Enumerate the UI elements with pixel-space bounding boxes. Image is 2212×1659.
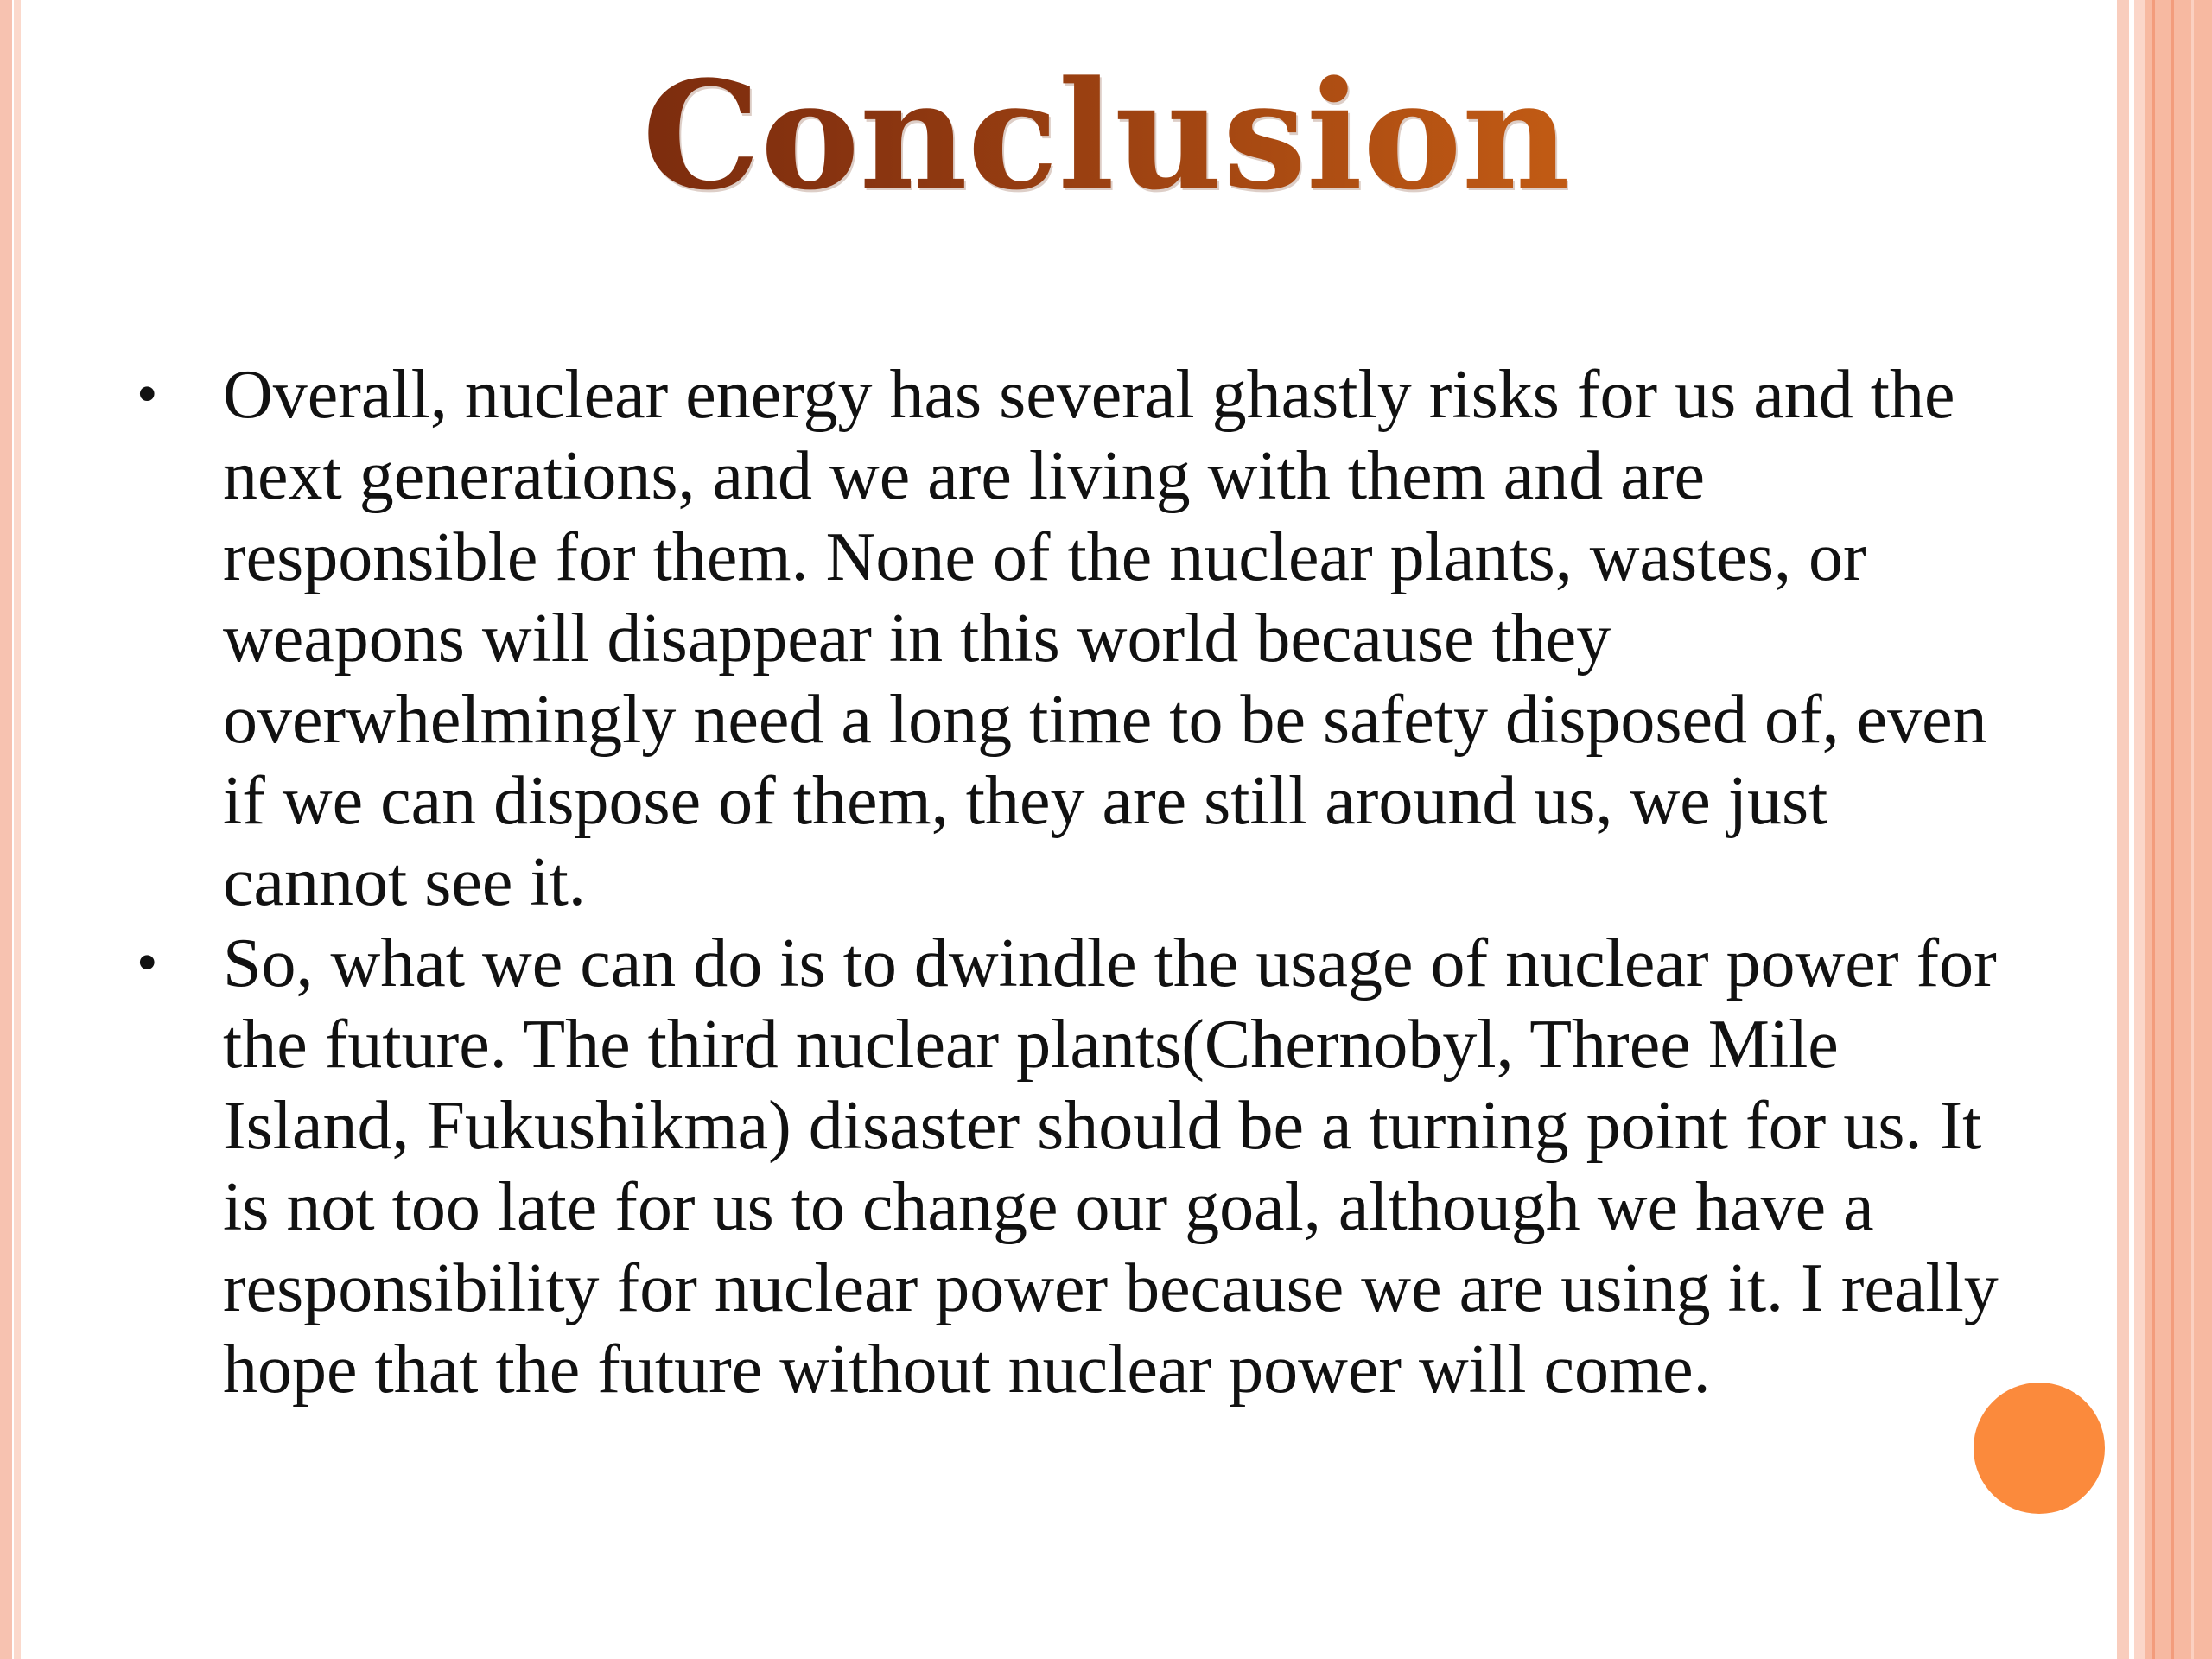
left-frame-stripe-inner xyxy=(14,0,21,1659)
bullet-text: So, what we can do is to dwindle the usage of nuclear power for the future. The third nuclear plants(Chernobyl, Three Mile Island, Fukushikma) disaster should be a turning point for us. It is not too late for us to change our goal, although we have a responsibility for nuclear power because we are using it. I really hope that the future without nuclear power will come. xyxy=(223,925,1999,1408)
bullet-item xyxy=(130,354,2013,923)
right-frame-line xyxy=(2152,0,2155,1659)
bullet-text: Overall, nuclear energy has several ghastly risks for us and the next generations, and we are living with them and are responsible for them. None of the nuclear plants, wastes, or weapons will disappear in this world because they overwhelmingly need a long time to be safety disposed of, even if we can dispose of them, they are still around us, we just cannot see it. xyxy=(223,357,1987,920)
right-frame-line xyxy=(2171,0,2174,1659)
bullet-icon: • xyxy=(137,361,158,428)
slide-title: Conclusion xyxy=(0,54,2212,217)
right-frame-line xyxy=(2191,0,2194,1659)
bullet-list xyxy=(130,354,2013,1410)
right-frame-stripe xyxy=(2117,0,2129,1659)
accent-circle-icon xyxy=(1974,1382,2105,1514)
bullet-icon: • xyxy=(137,930,158,996)
bullet-item xyxy=(130,923,2013,1410)
right-frame-stripe-inner xyxy=(2134,0,2145,1659)
left-frame-stripe xyxy=(0,0,12,1659)
